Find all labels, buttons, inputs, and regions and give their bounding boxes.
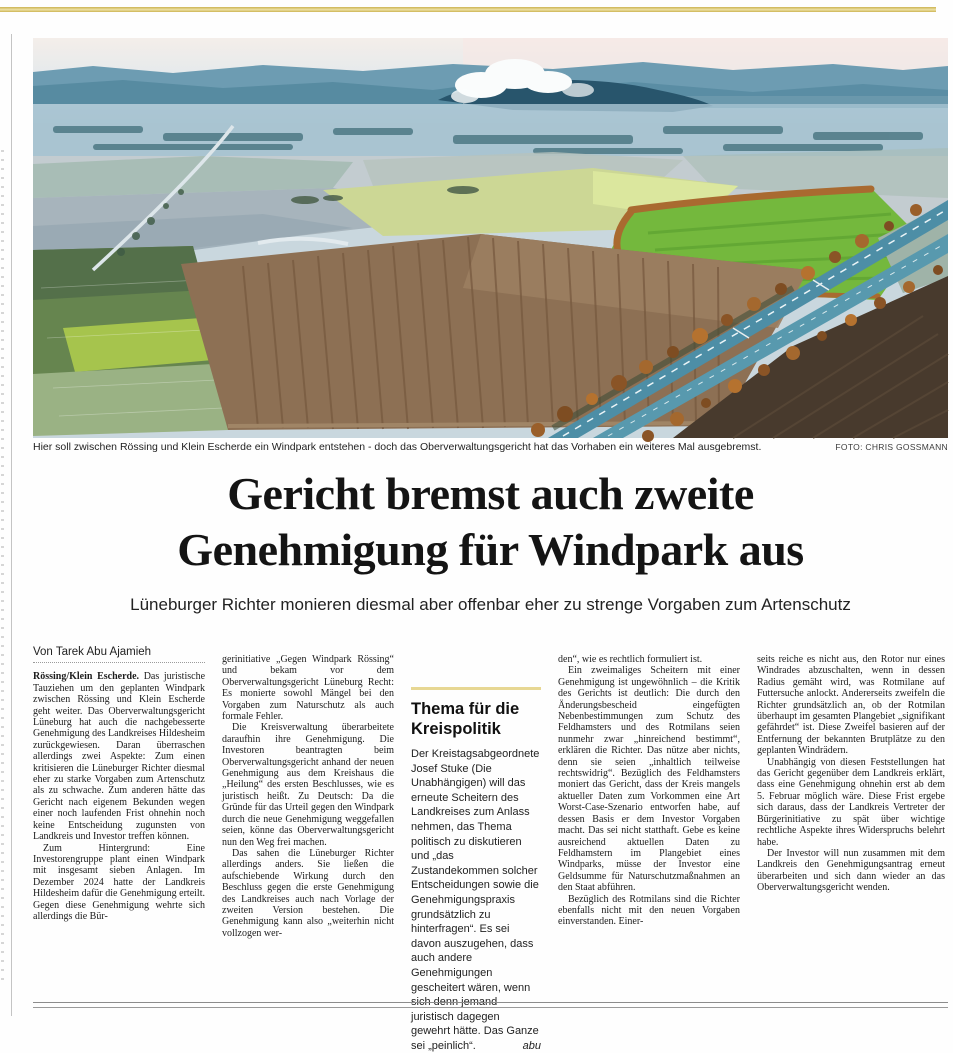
photo-caption: Hier soll zwischen Rössing und Klein Escherde ein Windpark entstehen - doch das Oberverwaltungsgericht hat das Vorhaben ein weiteres Mal ausgebremst. [33,441,762,453]
top-gold-rule [0,7,936,12]
lead-location: Rössing/Klein Escherde. [33,671,140,683]
article-column-4 [558,645,740,1053]
paragraph: Unabhängig von diesen Feststellungen hat das Gericht gegenüber dem Landkreis erklärt, dass eine Genehmigung ohnehin erst ab dem 5. Februar möglich wäre. Diese Frist ergebe sich daraus, dass der Landkreis Vertreter der Bürgerinitiative zu spät über wichtige rechtliche Aspekte ihres Widerspruchs belehrt habe. [757,756,945,848]
article-column-5 [757,645,945,1053]
paragraph: den“, wie es rechtlich formuliert ist. [558,654,703,665]
article-column-3 [411,645,541,1053]
headline [33,466,948,578]
article-column-1 [33,645,205,1053]
infobox [411,687,541,1053]
page-edge-marks [1,150,4,980]
paragraph: Bezüglich des Rotmilans sind die Richter ebenfalls nicht mit den neuen Vorgaben einverstanden. Einer- [558,893,740,928]
article-column-2 [222,645,394,1053]
infobox-gold-rule [411,687,541,690]
paragraph: Das sahen die Lüneburger Richter allerdings anders. Sie ließen die aufschiebende Wirkung durch den Beschluss gegen die erste Genehmigung des Landkreises auch nach Vorlage der zweiten Version bestehen. Die Genehmigung kann also „weiterhin nicht vollzogen wer- [222,847,394,939]
subheadline: Lüneburger Richter monieren diesmal aber offenbar eher zu strenge Vorgaben zum Artenschutz [130,595,851,614]
paragraph [33,671,205,842]
paragraph-text: Das juristische Tauziehen um den geplanten Windpark zwischen Rössing und Klein Escherde geht weiter. Das Oberverwaltungsgericht Lüneburg hat auch die nachgebesserte Genehmigung des Landkreises Hildesheim zurückgewiesen. Daran überraschen allerdings zwei Aspekte: Zum einen kritisieren die Lüneburger Richter diesmal eher zu starke Vorgaben zum Artenschutz als zu schwache. Zum anderen hätte das Gericht nach eigenem Bekunden wegen einer noch laufenden Frist ohnehin noch keine Entscheidung zugunsten von Landkreis und Investor treffen können. [33,671,206,843]
page-edge-line [11,34,12,1016]
byline-rule [33,662,205,663]
photo-caption-row [33,441,948,453]
infobox-title: Thema für die Kreispolitik [411,700,520,738]
aerial-photo [33,38,948,438]
byline: Von Tarek Abu Ajamieh [33,646,152,658]
aerial-photo-illustration [33,38,948,438]
infobox-body-text: Der Kreistagsabgeordnete Josef Stuke (Die Unabhängigen) will das erneute Scheitern des Landkreises zum Anlass nehmen, das Thema politisch zu diskutieren und „das Zustandekommen solcher Entscheidungen sowie die Genehmigungspraxis grundsätzlich zu hinterfragen“. Es sei davon auszugehen, dass auch andere Genehmigungen gescheitert wären, wenn sich denn jemand juristisch dagegen gewehrt hätte. Das Ganze sei „peinlich“. [411,748,540,1052]
paragraph: seits reiche es nicht aus, den Rotor nur eines Windrades abzuschalten, wenn in dessen Radius gemäht wird, was Rotmilane auf Futtersuche anlockt. Andererseits zweifeln die Richter grundsätzlich an, ob der Rotmilan überhaupt im gesamten Plangebiet „signifikant gefährdet“ ist. Diese Zweifel basieren auf der Entfernung der bekannten Brutplätze zu den geplanten Windrädern. [757,654,945,757]
headline-line-1: Gericht bremst auch zweite [227,468,754,519]
headline-line-2: Genehmigung für Windpark aus [177,524,804,575]
paragraph: Ein zweimaliges Scheitern mit einer Genehmigung ist ungewöhnlich – die Kritik des Gerichts ist deutlich: Die durch den Änderungsbescheid eingefügten Nebenbestimmungen zum Schutz des Feldhamsters und des Rotmilans seien nunmehr zwar „hinreichend bestimmt“, erklären die Richter. Das nütze aber nichts, denn sie seien „inhaltlich teilweise rechtswidrig“. Bezüglich des Feldhamsters moniert das Gericht, dass der Kreis mangels aktueller Daten zum Vorkommen eine Art Worst-Case-Szenario entworfen habe, auf dessen Basis er dem Investor Vorgaben macht. Das sei nicht statthaft. Gebe es keine ausreichend aktuellen Daten zu Feldhamstern im Plangebiet eines Windparks, müsse der Investor eine Geldsumme für Naturschutzmaßnahmen an den Staat abführen. [558,665,740,894]
infobox-signature: abu [522,1039,541,1052]
paragraph: Der Investor will nun zusammen mit dem Landkreis den Genehmigungsantrag erneut überarbeiten und sich dann wieder an das Oberverwaltungsgericht wenden. [757,847,945,894]
photo-credit: FOTO: CHRIS GOSSMANN [835,442,948,452]
article-body [33,645,945,1052]
paragraph: gerinitiative „Gegen Windpark Rössing“ und bekam vor dem Oberverwaltungsgericht Lüneburg Recht: Es monierte sowohl Mängel bei den Vorgaben zum Naturschutz als auch formale Fehler. [222,654,394,723]
paragraph: Die Kreisverwaltung überarbeitete daraufhin ihre Genehmigung. Die Investoren beantragten beim Oberverwaltungsgericht anhand der neuen Genehmigung aus dem Kreishaus die „Heilung“ des ersten Beschlusses, wie es juristisch heißt. Zu Deutsch: Da die Gründe für das Urteil gegen den Windpark durch die neue Genehmigung weggefallen seien, könne das Oberverwaltungsgericht nun den Weg frei machen. [222,722,394,848]
paragraph: Zum Hintergrund: Eine Investorengruppe plant einen Windpark mit insgesamt sieben Anlagen. Im Dezember 2024 hatte der Landkreis Hildesheim dafür die Genehmigung erteilt. Gegen diese Genehmigung wehrte sich allerdings die Bür- [33,842,205,922]
bottom-rule [33,1002,948,1008]
